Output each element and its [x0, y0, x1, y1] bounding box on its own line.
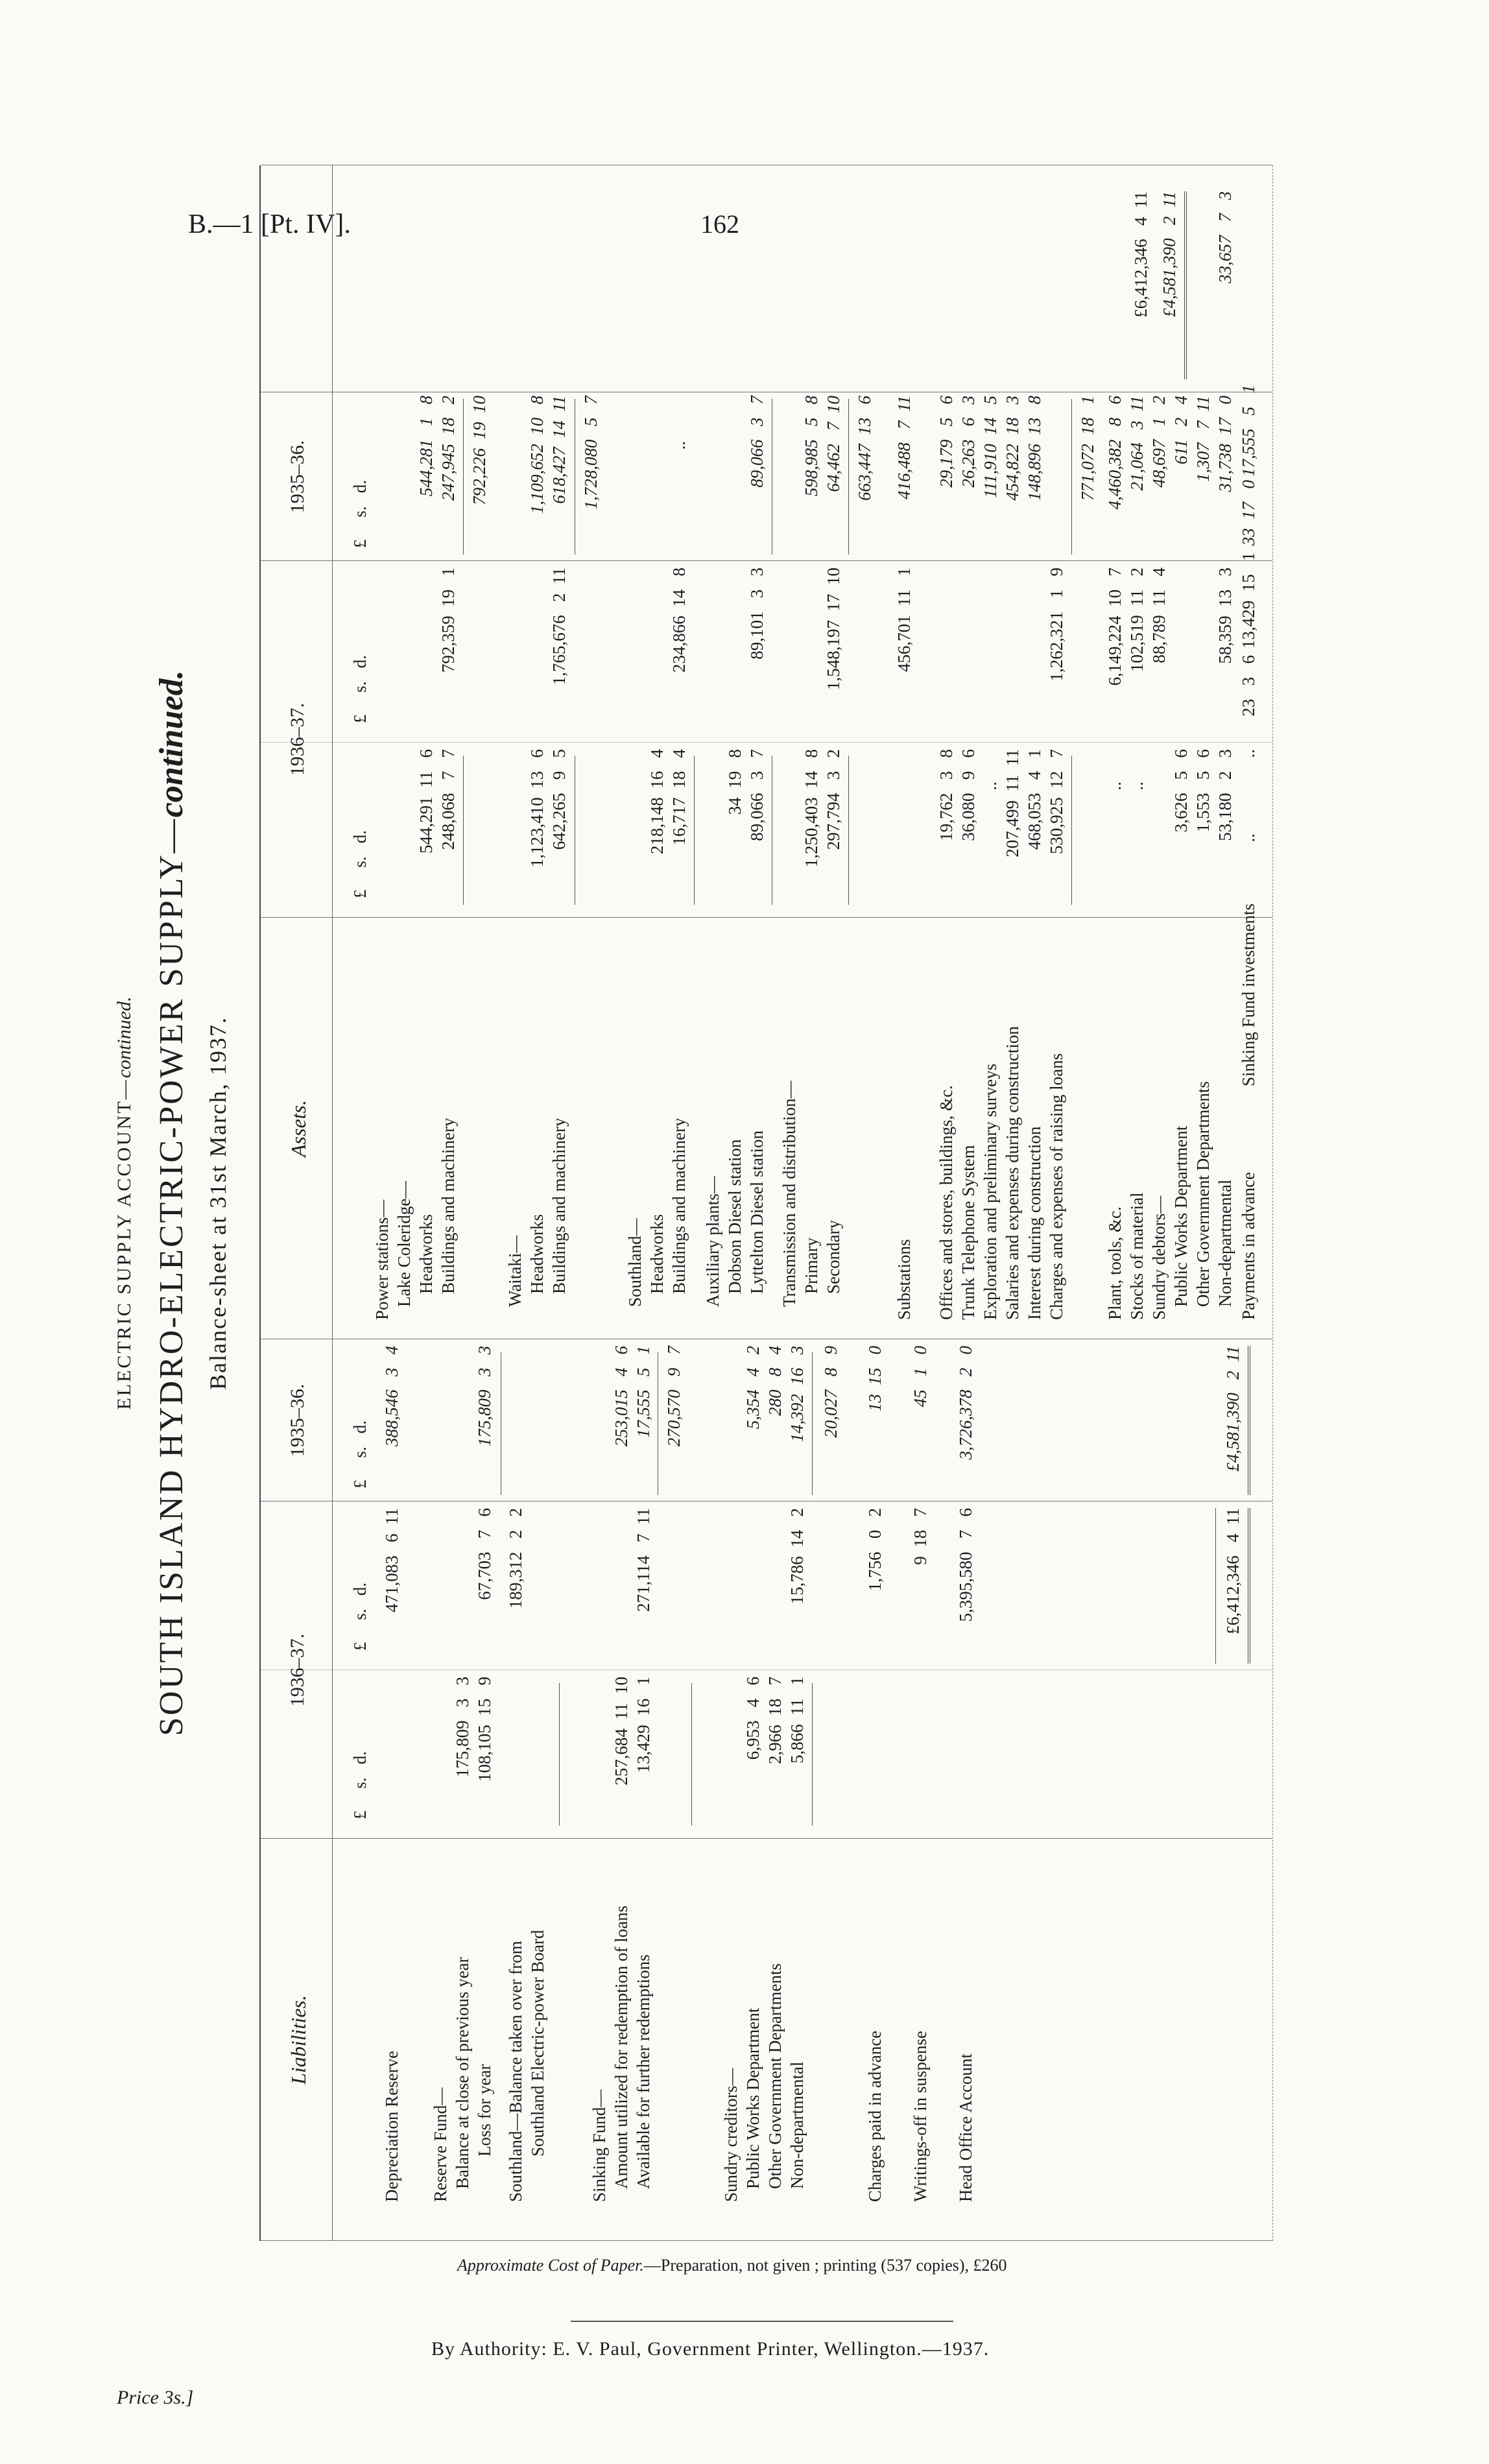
liability-label: Southland Electric-power Board	[528, 1930, 547, 2157]
balance-sheet	[113, 139, 1281, 2267]
asset-subtotal-prev: 792,226 19 10	[470, 396, 489, 505]
asset-amount-prev: 111,910 14 5	[981, 396, 1000, 498]
asset-label: Substations	[894, 1239, 914, 1320]
asset-label: Headworks	[647, 1214, 667, 1294]
asset-label: Buildings and machinery	[669, 1118, 689, 1294]
asset-amount: 1,765,676 2 11	[549, 568, 569, 686]
liability-sub-amount: 257,684 11 10	[612, 1677, 631, 1786]
asset-sub-amount: ..	[1105, 782, 1125, 791]
asset-label: Exploration and preliminary surveys	[981, 1063, 1000, 1320]
asset-amount: 6,149,224 10 7	[1105, 568, 1125, 686]
asset-label: Payments in advance	[1239, 1172, 1258, 1320]
title-line-3: Balance-sheet at 31st March, 1937.	[205, 1016, 231, 1390]
asset-amount-prev: 4,460,382 8 6	[1105, 396, 1125, 510]
asset-label: Power stations—	[372, 1199, 392, 1320]
liability-label: Sundry creditors—	[721, 2068, 741, 2202]
separator-rule	[571, 2321, 953, 2322]
liability-amount: 9 18 7	[911, 1508, 930, 1565]
asset-sub-amount: 34 19 8	[725, 749, 744, 815]
liability-amount: 67,703 7 6	[475, 1508, 494, 1600]
asset-label: Offices and stores, buildings, &c.	[936, 1085, 956, 1320]
asset-label: Primary	[802, 1238, 821, 1294]
asset-sub-amount: 36,080 9 6	[959, 749, 978, 841]
asset-amount: 1,548,197 17 10	[824, 568, 843, 690]
asset-sub-amount: ..	[981, 782, 1000, 791]
liability-label: Charges paid in advance	[865, 2030, 885, 2202]
asset-label: Transmission and distribution—	[780, 1081, 799, 1307]
liability-label: Sinking Fund—	[590, 2089, 609, 2202]
liability-label: Southland—Balance taken over from	[506, 1941, 525, 2202]
liability-label: Depreciation Reserve	[382, 2050, 401, 2202]
asset-amount-prev: 17,555 5 1	[1239, 385, 1258, 477]
liability-amount: 1,756 0 2	[865, 1508, 885, 1592]
asset-amount-prev: 598,985 5 8	[802, 396, 821, 497]
asset-amount-prev: 247,945 18 2	[438, 396, 458, 501]
asset-amount-prev: 29,179 5 6	[936, 396, 956, 488]
asset-amount: 234,866 14 8	[669, 568, 689, 673]
asset-amount: 58,359 13 3	[1215, 568, 1235, 664]
cost-note: Approximate Cost of Paper.—Preparation, not given ; printing (537 copies), £260	[457, 2256, 1007, 2275]
asset-sub-amount: 544,291 11 6	[416, 749, 436, 854]
liability-sub-amount: 13,429 16 1	[634, 1677, 653, 1773]
asset-sub-amount: 19,762 3 8	[936, 749, 956, 841]
assets-heading: Assets.	[287, 1100, 310, 1157]
asset-amount-prev: 416,488 7 11	[894, 396, 914, 499]
liabilities-heading: Liabilities.	[287, 1995, 310, 2085]
title-line-2: SOUTH ISLAND HYDRO-ELECTRIC-POWER SUPPLY—continued.	[153, 670, 190, 1736]
asset-label: Trunk Telephone System	[959, 1145, 978, 1320]
liability-subtotal-prev: 270,570 9 7	[664, 1346, 684, 1447]
liability-amount-prev: 388,546 3 4	[382, 1346, 401, 1447]
units-header: £ s. d.	[350, 1582, 370, 1651]
liability-amount: 271,114 7 11	[634, 1508, 653, 1612]
liability-amount-prev: 280 8 4	[765, 1346, 785, 1416]
liabilities-total-prev: £4,581,390 2 11	[1223, 1346, 1243, 1472]
asset-amount: 102,519 11 2	[1127, 568, 1147, 672]
page-number: 162	[700, 209, 739, 239]
liability-sub-amount: 6,953 4 6	[743, 1677, 763, 1760]
liability-label: Balance at close of previous year	[453, 1957, 472, 2189]
liability-label: Other Government Departments	[765, 1963, 785, 2189]
units-header: £ s. d.	[350, 1751, 370, 1819]
asset-amount-prev: 26,263 6 3	[959, 396, 978, 488]
liability-label: Loss for year	[475, 2064, 494, 2157]
liability-amount-prev: 5,354 4 2	[743, 1346, 763, 1429]
asset-label: Non-departmental	[1215, 1179, 1235, 1307]
asset-sub-amount: 207,499 11 11	[1003, 749, 1022, 857]
asset-sub-amount: 248,068 7 7	[438, 749, 458, 850]
asset-amount-prev: 31,738 17 0	[1215, 396, 1235, 492]
asset-amount: 23 3 6	[1239, 655, 1258, 717]
liability-sub-amount: 2,966 18 7	[765, 1677, 785, 1764]
asset-label: Other Government Departments	[1193, 1081, 1213, 1307]
liability-label: Amount utilized for redemption of loans	[612, 1905, 631, 2189]
asset-label: Sundry debtors—	[1149, 1195, 1169, 1320]
liability-sub-amount: 175,809 3 3	[453, 1677, 472, 1778]
asset-label: Southland—	[625, 1218, 645, 1307]
year-heading-1936-assets: 1935–36.	[287, 440, 308, 514]
asset-sub-amount: 218,148 16 4	[647, 749, 667, 854]
asset-amount-prev: 148,896 13 8	[1025, 396, 1044, 501]
asset-label: Plant, tools, &c.	[1105, 1206, 1125, 1320]
assets-total-prev: £4,581,390 2 11	[1160, 191, 1179, 317]
liability-label: Writings-off in suspense	[911, 2031, 930, 2202]
liability-amount-prev: 175,809 3 3	[475, 1346, 494, 1447]
asset-label: Lyttelton Diesel station	[747, 1130, 767, 1294]
liability-sub-amount: 5,866 11 1	[787, 1677, 807, 1764]
asset-sub-amount: 297,794 3 2	[824, 749, 843, 850]
asset-subtotal-prev: 33,657 7 3	[1215, 191, 1235, 283]
asset-amount-prev: 33 17 0	[1239, 480, 1258, 546]
asset-amount-prev: ..	[669, 441, 689, 450]
units-header: £ s. d.	[350, 654, 370, 723]
units-header: £ s. d.	[350, 830, 370, 898]
units-header: £ s. d.	[350, 479, 370, 548]
asset-amount-prev: 21,064 3 11	[1127, 396, 1147, 491]
asset-sub-amount: 642,265 9 5	[549, 749, 569, 850]
liability-amount-prev: 3,726,378 2 0	[956, 1346, 975, 1460]
asset-label: Secondary	[824, 1220, 843, 1294]
liability-subtotal-prev: 20,027 8 9	[821, 1346, 840, 1438]
liability-amount: 15,786 14 2	[787, 1508, 807, 1605]
liability-label: Reserve Fund—	[431, 2087, 450, 2202]
asset-subtotal-prev: 771,072 18 1	[1078, 396, 1097, 501]
balance-sheet-table	[259, 165, 1273, 2241]
asset-amount: 456,701 11 1	[894, 568, 914, 672]
asset-amount: 88,789 11 4	[1149, 568, 1169, 664]
asset-label: Public Works Department	[1171, 1125, 1191, 1307]
asset-label: Stocks of material	[1127, 1192, 1147, 1320]
document-reference: B.—1 [Pt. IV].	[188, 209, 351, 239]
asset-label: Buildings and machinery	[438, 1118, 458, 1294]
asset-label: Headworks	[416, 1214, 436, 1294]
asset-subtotal-prev: 663,447 13 6	[855, 396, 874, 501]
asset-sub-amount: ..	[1239, 749, 1258, 758]
liability-amount: 5,395,580 7 6	[956, 1508, 975, 1622]
asset-sub-amount: 53,180 2 3	[1215, 749, 1235, 841]
asset-label: Auxiliary plants—	[703, 1176, 722, 1307]
asset-amount-prev: 64,462 7 10	[824, 396, 843, 492]
asset-label: Dobson Diesel station	[725, 1139, 744, 1294]
liability-label: Available for further redemptions	[634, 1954, 653, 2189]
liability-amount-prev: 253,015 4 6	[612, 1346, 631, 1447]
liability-label: Non-departmental	[787, 2061, 807, 2189]
asset-amount: 13,429 15 1	[1239, 552, 1258, 649]
asset-label: Sinking Fund investments	[1239, 903, 1258, 1086]
asset-amount-prev: 1,109,652 10 8	[527, 396, 547, 514]
title-line-1: ELECTRIC SUPPLY ACCOUNT—continued.	[113, 996, 135, 1410]
asset-label: Interest during construction	[1025, 1126, 1044, 1320]
liability-amount-prev: 14,392 16 3	[787, 1346, 807, 1442]
year-heading-1937-liab: 1936–37.	[287, 1633, 308, 1707]
asset-amount: 1,262,321 1 9	[1047, 568, 1066, 682]
asset-amount-prev: 618,427 14 11	[549, 396, 569, 504]
asset-label: Waitaki—	[505, 1235, 525, 1307]
asset-sub-amount: 1,123,410 13 6	[527, 749, 547, 868]
price-note: Price 3s.]	[117, 2387, 194, 2408]
asset-sub-amount: ..	[1239, 833, 1258, 843]
liability-amount: 471,083 6 11	[382, 1508, 401, 1612]
liability-sub-amount: 108,105 15 9	[475, 1677, 494, 1782]
asset-label: Headworks	[527, 1214, 547, 1294]
assets-total: £6,412,346 4 11	[1131, 191, 1150, 318]
liability-amount-prev: 13 15 0	[865, 1346, 885, 1412]
asset-amount: 89,101 3 3	[747, 568, 767, 660]
asset-amount-prev: 544,281 1 8	[416, 396, 436, 497]
year-heading-1936-liab: 1935–36.	[287, 1383, 308, 1457]
liability-amount: 189,312 2 2	[506, 1508, 525, 1609]
asset-amount-prev: 454,822 18 3	[1003, 396, 1022, 501]
units-header: £ s. d.	[350, 1420, 370, 1489]
liability-amount-prev: 17,555 5 1	[634, 1346, 653, 1438]
year-heading-1937-assets: 1936–37.	[287, 702, 308, 776]
asset-label: Charges and expenses of raising loans	[1047, 1053, 1066, 1320]
asset-sub-amount: 468,053 4 1	[1025, 749, 1044, 850]
asset-amount-prev: 611 2 4	[1171, 396, 1191, 464]
asset-amount-prev: 89,066 3 7	[747, 396, 767, 488]
liability-label: Public Works Department	[743, 2007, 763, 2189]
asset-sub-amount: 1,553 5 6	[1193, 749, 1213, 833]
asset-sub-amount: 530,925 12 7	[1047, 749, 1066, 854]
asset-sub-amount: 16,717 18 4	[669, 749, 689, 846]
asset-label: Buildings and machinery	[549, 1118, 569, 1294]
asset-sub-amount: 3,626 5 6	[1171, 749, 1191, 833]
asset-amount-prev: 1,307 7 11	[1193, 396, 1213, 482]
asset-amount-prev: 48,697 1 2	[1149, 396, 1169, 488]
asset-sub-amount: 89,066 3 7	[747, 749, 767, 841]
printer-authority: By Authority: E. V. Paul, Government Printer, Wellington.—1937.	[431, 2338, 990, 2360]
asset-label: Lake Coleridge—	[394, 1180, 414, 1307]
asset-amount: 792,359 19 1	[438, 568, 458, 673]
asset-sub-amount: 1,250,403 14 8	[802, 749, 821, 868]
liability-label: Head Office Account	[956, 2053, 975, 2202]
asset-label: Salaries and expenses during construction	[1003, 1026, 1022, 1320]
asset-subtotal-prev: 1,728,080 5 7	[581, 396, 601, 510]
asset-sub-amount: ..	[1127, 782, 1147, 791]
liability-amount-prev: 45 1 0	[911, 1346, 930, 1407]
liabilities-total: £6,412,346 4 11	[1223, 1508, 1243, 1634]
